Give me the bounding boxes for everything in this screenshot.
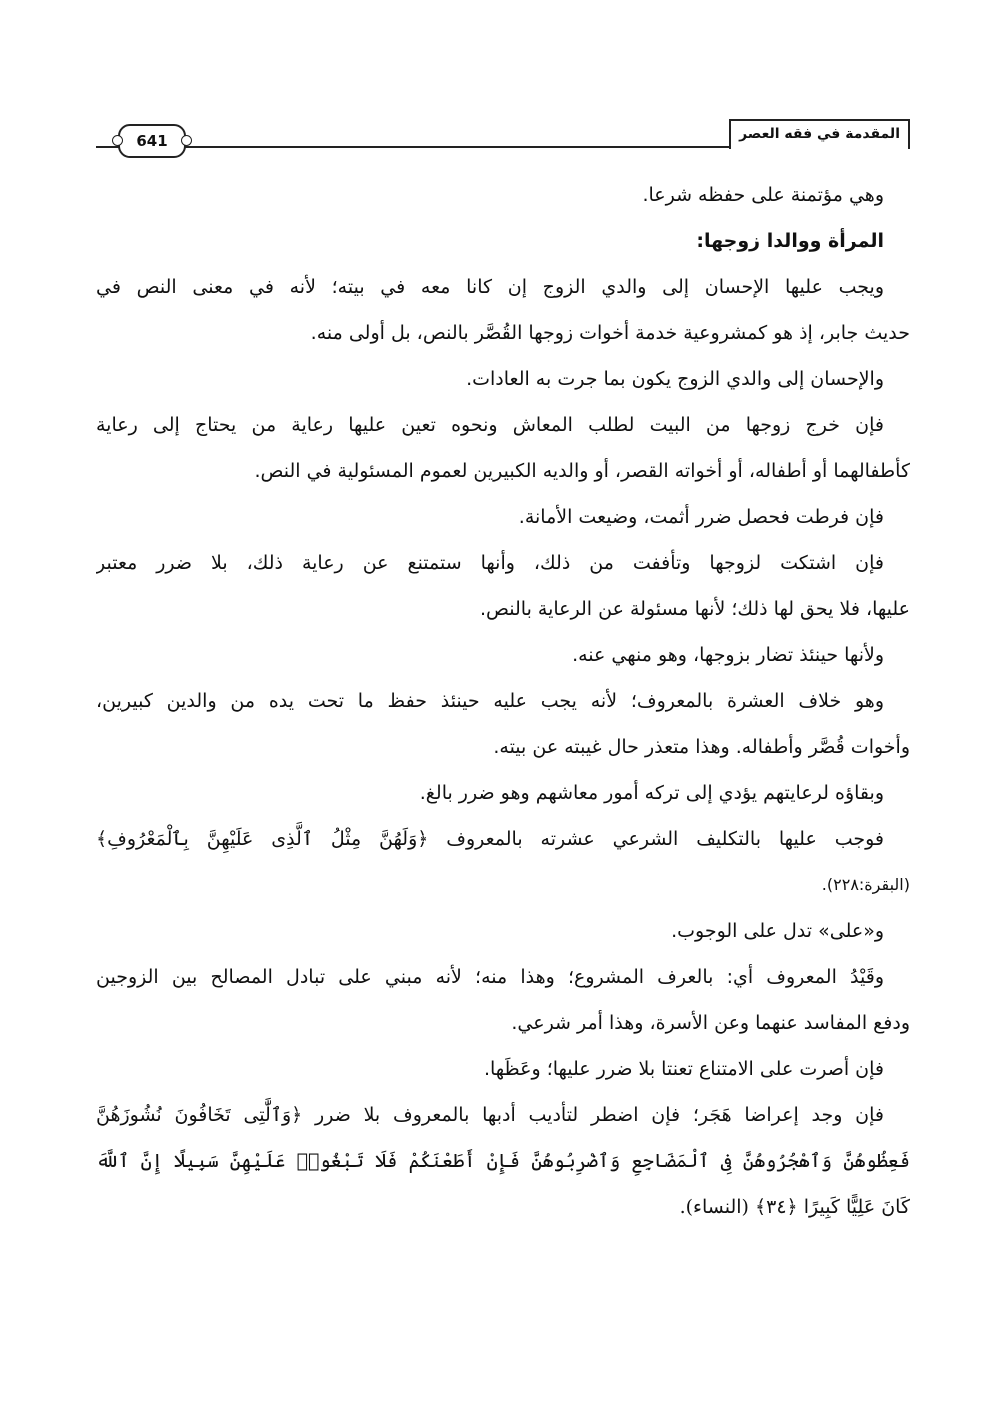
text-line: ويجب عليها الإحسان إلى والدي الزوج إن كانا معه في بيته؛ لأنه في معنى النص في xyxy=(96,276,884,298)
section-heading: المرأة ووالدا زوجها: xyxy=(696,230,884,252)
page-number: 641 xyxy=(118,124,186,158)
text-line: وهي مؤتمنة على حفظه شرعا. xyxy=(642,184,884,206)
text-line: فإن خرج زوجها من البيت لطلب المعاش ونحوه تعين عليها رعاية من يحتاج إلى رعاية xyxy=(96,414,884,436)
text-line: ودفع المفاسد عنهما وعن الأسرة، وهذا أمر شرعي. xyxy=(511,1012,910,1034)
text-line: و«على» تدل على الوجوب. xyxy=(671,920,884,942)
page-header xyxy=(96,118,910,154)
quran-verse-line: فوجب عليها بالتكليف الشرعي عشرته بالمعروف ﴿وَلَهُنَّ مِثْلُ ٱلَّذِى عَلَيْهِنَّ بِٱلْمَعْرُوفِ﴾ xyxy=(96,828,884,850)
text-line: حديث جابر، إذ هو كمشروعية خدمة أخوات زوجها القُصَّر بالنص، بل أولى منه. xyxy=(310,322,910,344)
page-body xyxy=(96,172,910,1230)
quran-verse-line: فإن وجد إعراضا هَجَر؛ فإن اضطر لتأديب أدبها بالمعروف بلا ضرر ﴿وَٱلَّٰتِى تَخَافُونَ نُشُوزَهُنَّ xyxy=(96,1104,884,1126)
text-line: وقَيْدُ المعروف أي: بالعرف المشروع؛ وهذا منه؛ لأنه مبني على تبادل المصالح بين الزوجين xyxy=(96,966,884,988)
book-title: المقدمة في فقه العصر xyxy=(729,119,910,149)
quran-verse-line: فَعِظُوهُنَّ وَٱهْجُرُوهُنَّ فِى ٱلْمَضَاجِعِ وَٱضْرِبُوهُنَّ فَإِنْ أَطَعْنَكُمْ فَلَا تَبْغُوا۟ عَلَيْهِنَّ سَبِيلًا إِنَّ ٱللَّهَ xyxy=(96,1150,910,1172)
text-line: فإن فرطت فحصل ضرر أثمت، وضيعت الأمانة. xyxy=(518,506,884,528)
text-line: فإن اشتكت لزوجها وتأففت من ذلك، وأنها ستمتنع عن رعاية ذلك، بلا ضرر معتبر xyxy=(96,552,884,574)
quran-verse-line: كَانَ عَلِيًّا كَبِيرًا ﴿٣٤﴾ (النساء). xyxy=(679,1196,910,1218)
text-line: وبقاؤه لرعايتهم يؤدي إلى تركه أمور معاشهم وهو ضرر بالغ. xyxy=(419,782,884,804)
text-line: والإحسان إلى والدي الزوج يكون بما جرت به العادات. xyxy=(466,368,884,390)
text-line: ولأنها حينئذ تضار بزوجها، وهو منهي عنه. xyxy=(572,644,884,666)
text-line: كأطفالهما أو أطفاله، أو أخواته القصر، أو والديه الكبيرين لعموم المسئولية في النص. xyxy=(254,460,910,482)
text-line: فإن أصرت على الامتناع تعنتا بلا ضرر عليها؛ وعَظَها. xyxy=(483,1058,884,1080)
text-line: عليها، فلا يحق لها ذلك؛ لأنها مسئولة عن الرعاية بالنص. xyxy=(479,598,910,620)
text-line: وهو خلاف العشرة بالمعروف؛ لأنه يجب عليه حينئذ حفظ ما تحت يده من والدين كبيرين، xyxy=(96,690,884,712)
verse-reference: (البقرة:٢٢٨). xyxy=(821,875,910,894)
text-line: وأخوات قُصَّر وأطفاله. وهذا متعذر حال غيبته عن بيته. xyxy=(493,736,910,758)
